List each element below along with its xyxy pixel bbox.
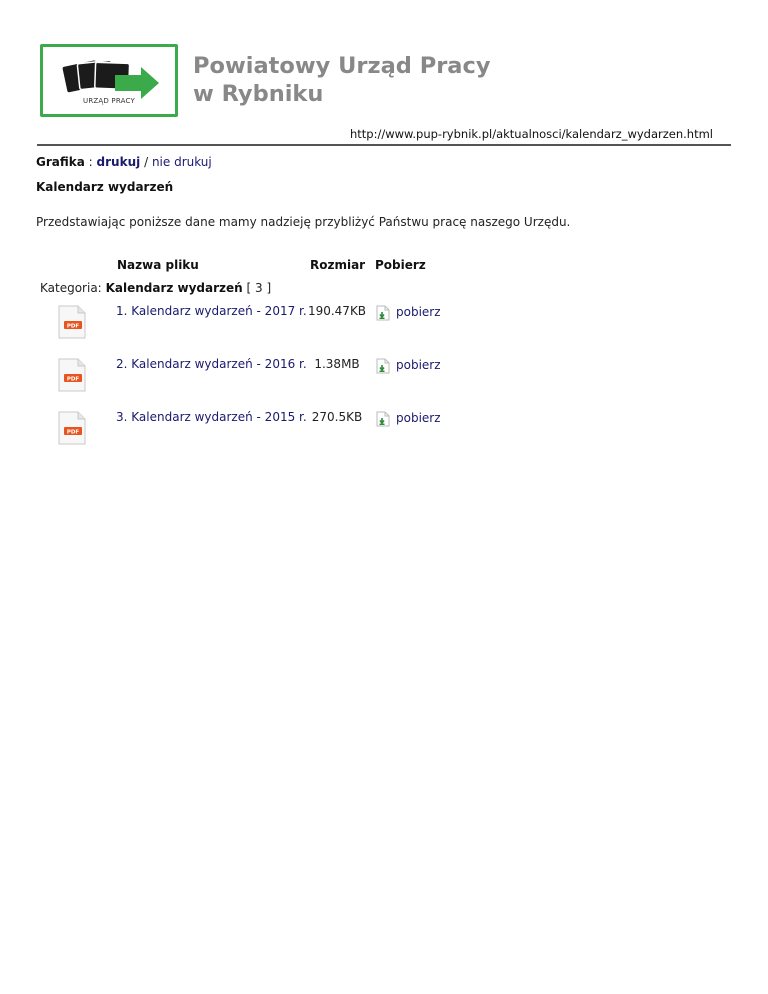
download-label: pobierz: [396, 305, 441, 319]
column-header-size: Rozmiar: [310, 258, 366, 272]
intro-text: Przedstawiając poniższe dane mamy nadzieję przybliżyć Państwu pracę naszego Urzędu.: [36, 215, 571, 229]
pdf-file-icon[interactable]: [56, 357, 88, 393]
category-name: Kalendarz wydarzeń: [105, 281, 243, 295]
no-print-link[interactable]: nie drukuj: [151, 155, 212, 169]
download-icon: [376, 305, 390, 321]
download-icon: [376, 358, 390, 374]
category-count: [ 3 ]: [246, 281, 272, 295]
download-label: pobierz: [396, 411, 441, 425]
category-label: Kategoria:: [40, 281, 102, 295]
pdf-file-icon[interactable]: [56, 304, 88, 340]
organization-name-line1: Powiatowy Urząd Pracy: [193, 53, 491, 79]
svg-text:PDF: PDF: [66, 429, 80, 436]
svg-text:PDF: PDF: [66, 323, 80, 330]
graphics-slash: /: [144, 155, 149, 169]
page-title: Kalendarz wydarzeń: [36, 180, 174, 194]
table-row: [0, 410, 768, 450]
print-link[interactable]: drukuj: [96, 155, 141, 169]
download-icon: [376, 411, 390, 427]
graphics-separator: :: [88, 155, 93, 169]
file-size: 1.38MB: [314, 357, 360, 371]
graphics-toggle: [36, 155, 212, 169]
file-link[interactable]: 3. Kalendarz wydarzeń - 2015 r.: [116, 410, 307, 424]
table-row: [0, 304, 768, 344]
graphics-label: Grafika: [36, 155, 85, 169]
category-row: [40, 281, 271, 295]
file-size: 270.5KB: [311, 410, 363, 424]
organization-name-line2: w Rybniku: [193, 81, 324, 107]
download-label: pobierz: [396, 358, 441, 372]
pdf-file-icon[interactable]: [56, 410, 88, 446]
file-link[interactable]: 2. Kalendarz wydarzeń - 2016 r.: [116, 357, 307, 371]
column-header-download: Pobierz: [375, 258, 426, 272]
page-url: http://www.pup-rybnik.pl/aktualnosci/kalendarz_wydarzen.html: [350, 127, 714, 141]
logo[interactable]: [40, 44, 178, 117]
table-row: [0, 357, 768, 397]
header-divider: [37, 144, 731, 146]
file-link[interactable]: 1. Kalendarz wydarzeń - 2017 r.: [116, 304, 307, 318]
svg-text:PDF: PDF: [66, 376, 80, 383]
organization-name: [193, 52, 513, 108]
column-header-name: Nazwa pliku: [117, 258, 199, 272]
file-size: 190.47KB: [307, 304, 367, 318]
logo-caption: URZĄD PRACY: [83, 97, 135, 105]
